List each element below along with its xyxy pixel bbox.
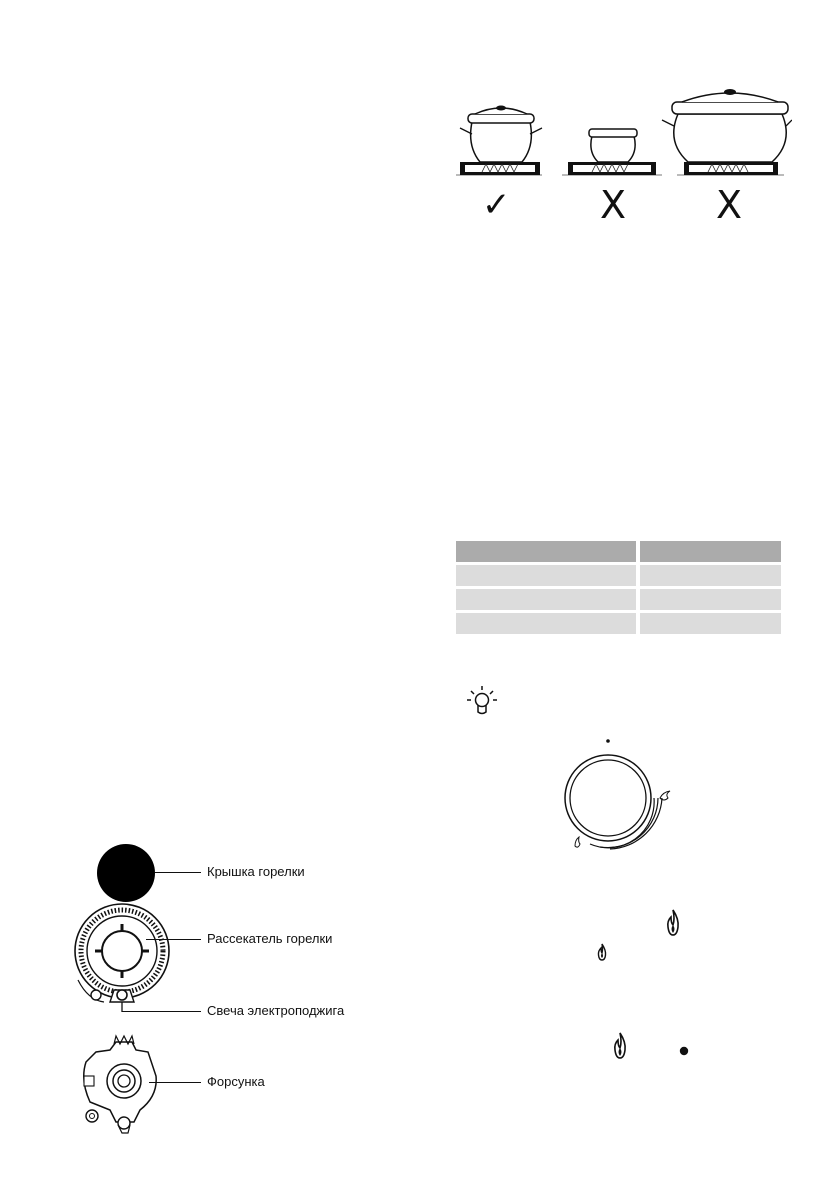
leader-line-injector [149, 1082, 201, 1083]
burner-distributor [75, 904, 169, 1002]
tip-lightbulb-icon [462, 684, 502, 720]
knob-large-flame-symbol [660, 791, 670, 800]
large-flame-icon [613, 1032, 627, 1060]
burner-table [456, 538, 781, 637]
pot-too-small [562, 129, 662, 175]
table-row [456, 613, 781, 634]
pot-size-figure [452, 78, 792, 228]
table-header-cell [640, 541, 781, 562]
table-cell [640, 613, 781, 634]
table-cell [640, 565, 781, 586]
burner-table-grid [456, 538, 781, 637]
knob-small-flame-symbol [575, 837, 580, 847]
mark-too-large: X [716, 183, 743, 227]
label-burner-cap: Крышка горелки [207, 864, 305, 879]
pot-size-illustration [452, 78, 792, 228]
leader-line-cap [155, 872, 201, 873]
table-row [456, 589, 781, 610]
off-dot-icon [679, 1043, 689, 1053]
injector-base [84, 1036, 156, 1133]
table-header-row [456, 541, 781, 562]
large-flame-icon [666, 909, 680, 937]
leader-line-distributor [146, 939, 201, 940]
pot-correct [456, 106, 542, 176]
mark-too-small: X [600, 183, 627, 227]
burner-cap [97, 844, 155, 902]
table-cell [640, 589, 781, 610]
knob-off-dot [606, 739, 610, 743]
leader-line-ignition [122, 1011, 201, 1012]
label-burner-distributor: Рассекатель горелки [207, 931, 333, 946]
label-injector: Форсунка [207, 1074, 265, 1089]
mark-correct: ✓ [482, 185, 511, 225]
table-cell [456, 565, 636, 586]
table-row [456, 565, 781, 586]
burner-exploded-diagram [70, 840, 170, 1145]
ignition-plug [110, 990, 134, 1012]
table-header-cell [456, 541, 636, 562]
label-ignition-plug: Свеча электроподжига [207, 1003, 345, 1018]
control-knob-diagram [560, 730, 680, 860]
table-cell [456, 613, 636, 634]
pot-too-large [662, 89, 792, 175]
small-flame-icon [597, 943, 607, 961]
table-cell [456, 589, 636, 610]
